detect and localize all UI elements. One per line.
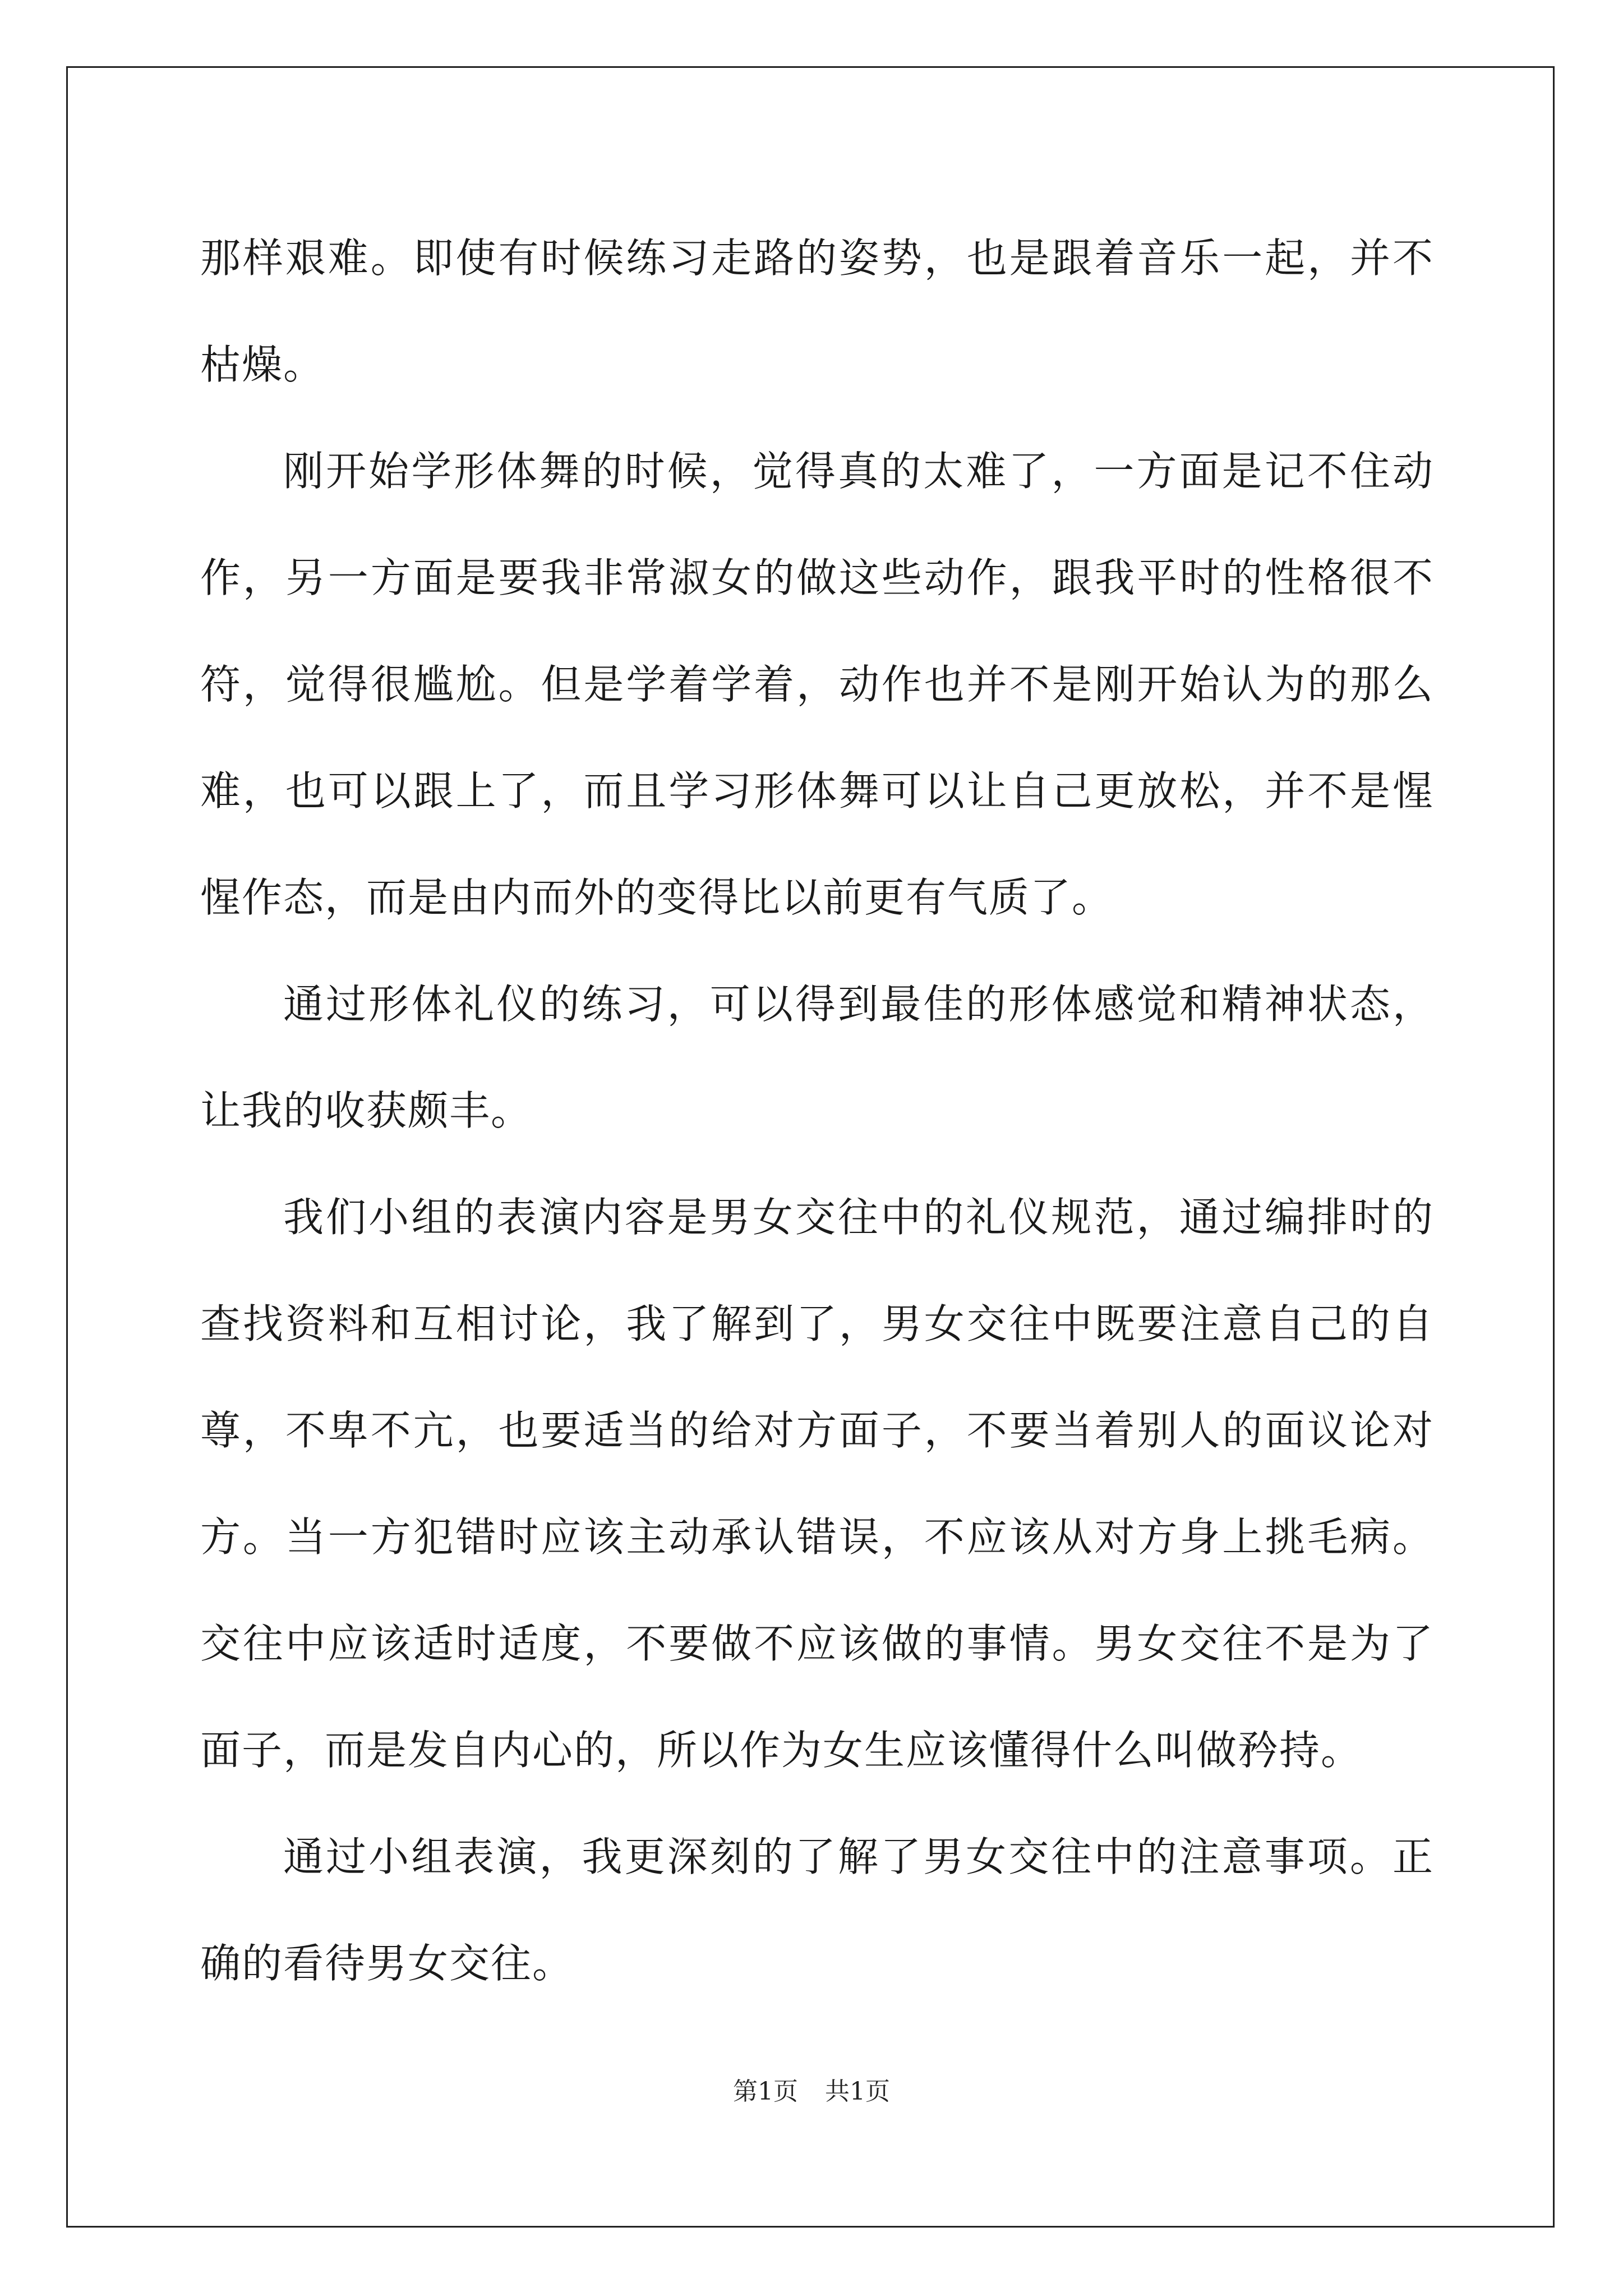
paragraph-1: 那样艰难。即使有时候练习走路的姿势，也是跟着音乐一起，并不枯燥。	[200, 234, 1434, 388]
paragraph-4: 我们小组的表演内容是男女交往中的礼仪规范，通过编排时的查找资料和互相讨论，我了解到了，男女交往中既要注意自己的自尊，不卑不亢，也要适当的给对方面子，不要当着别人的面议论对方。当一方犯错时应该主动承认错误，不应该从对方身上挑毛病。交往中应该适时适度，不要做不应该做的事情。男女交往不是为了面子，而是发自内心的，所以作为女生应该懂得什么叫做矜持。	[200, 1194, 1434, 1774]
paragraph-2: 刚开始学形体舞的时候，觉得真的太难了，一方面是记不住动作，另一方面是要我非常淑女的做这些动作，跟我平时的性格很不符，觉得很尴尬。但是学着学着，动作也并不是刚开始认为的那么难，也可以跟上了，而且学习形体舞可以让自己更放松，并不是惺惺作态，而是由内而外的变得比以前更有气质了。	[200, 448, 1434, 921]
paragraph-5: 通过小组表演，我更深刻的了解了男女交往中的注意事项。正确的看待男女交往。	[200, 1833, 1434, 1987]
paragraph-3: 通过形体礼仪的练习，可以得到最佳的形体感觉和精神状态，让我的收获颇丰。	[200, 981, 1434, 1134]
document-body	[200, 205, 1434, 2017]
page-number: 第1页	[733, 2077, 798, 2106]
page-total: 共1页	[825, 2077, 890, 2106]
page-footer	[0, 2071, 1623, 2107]
